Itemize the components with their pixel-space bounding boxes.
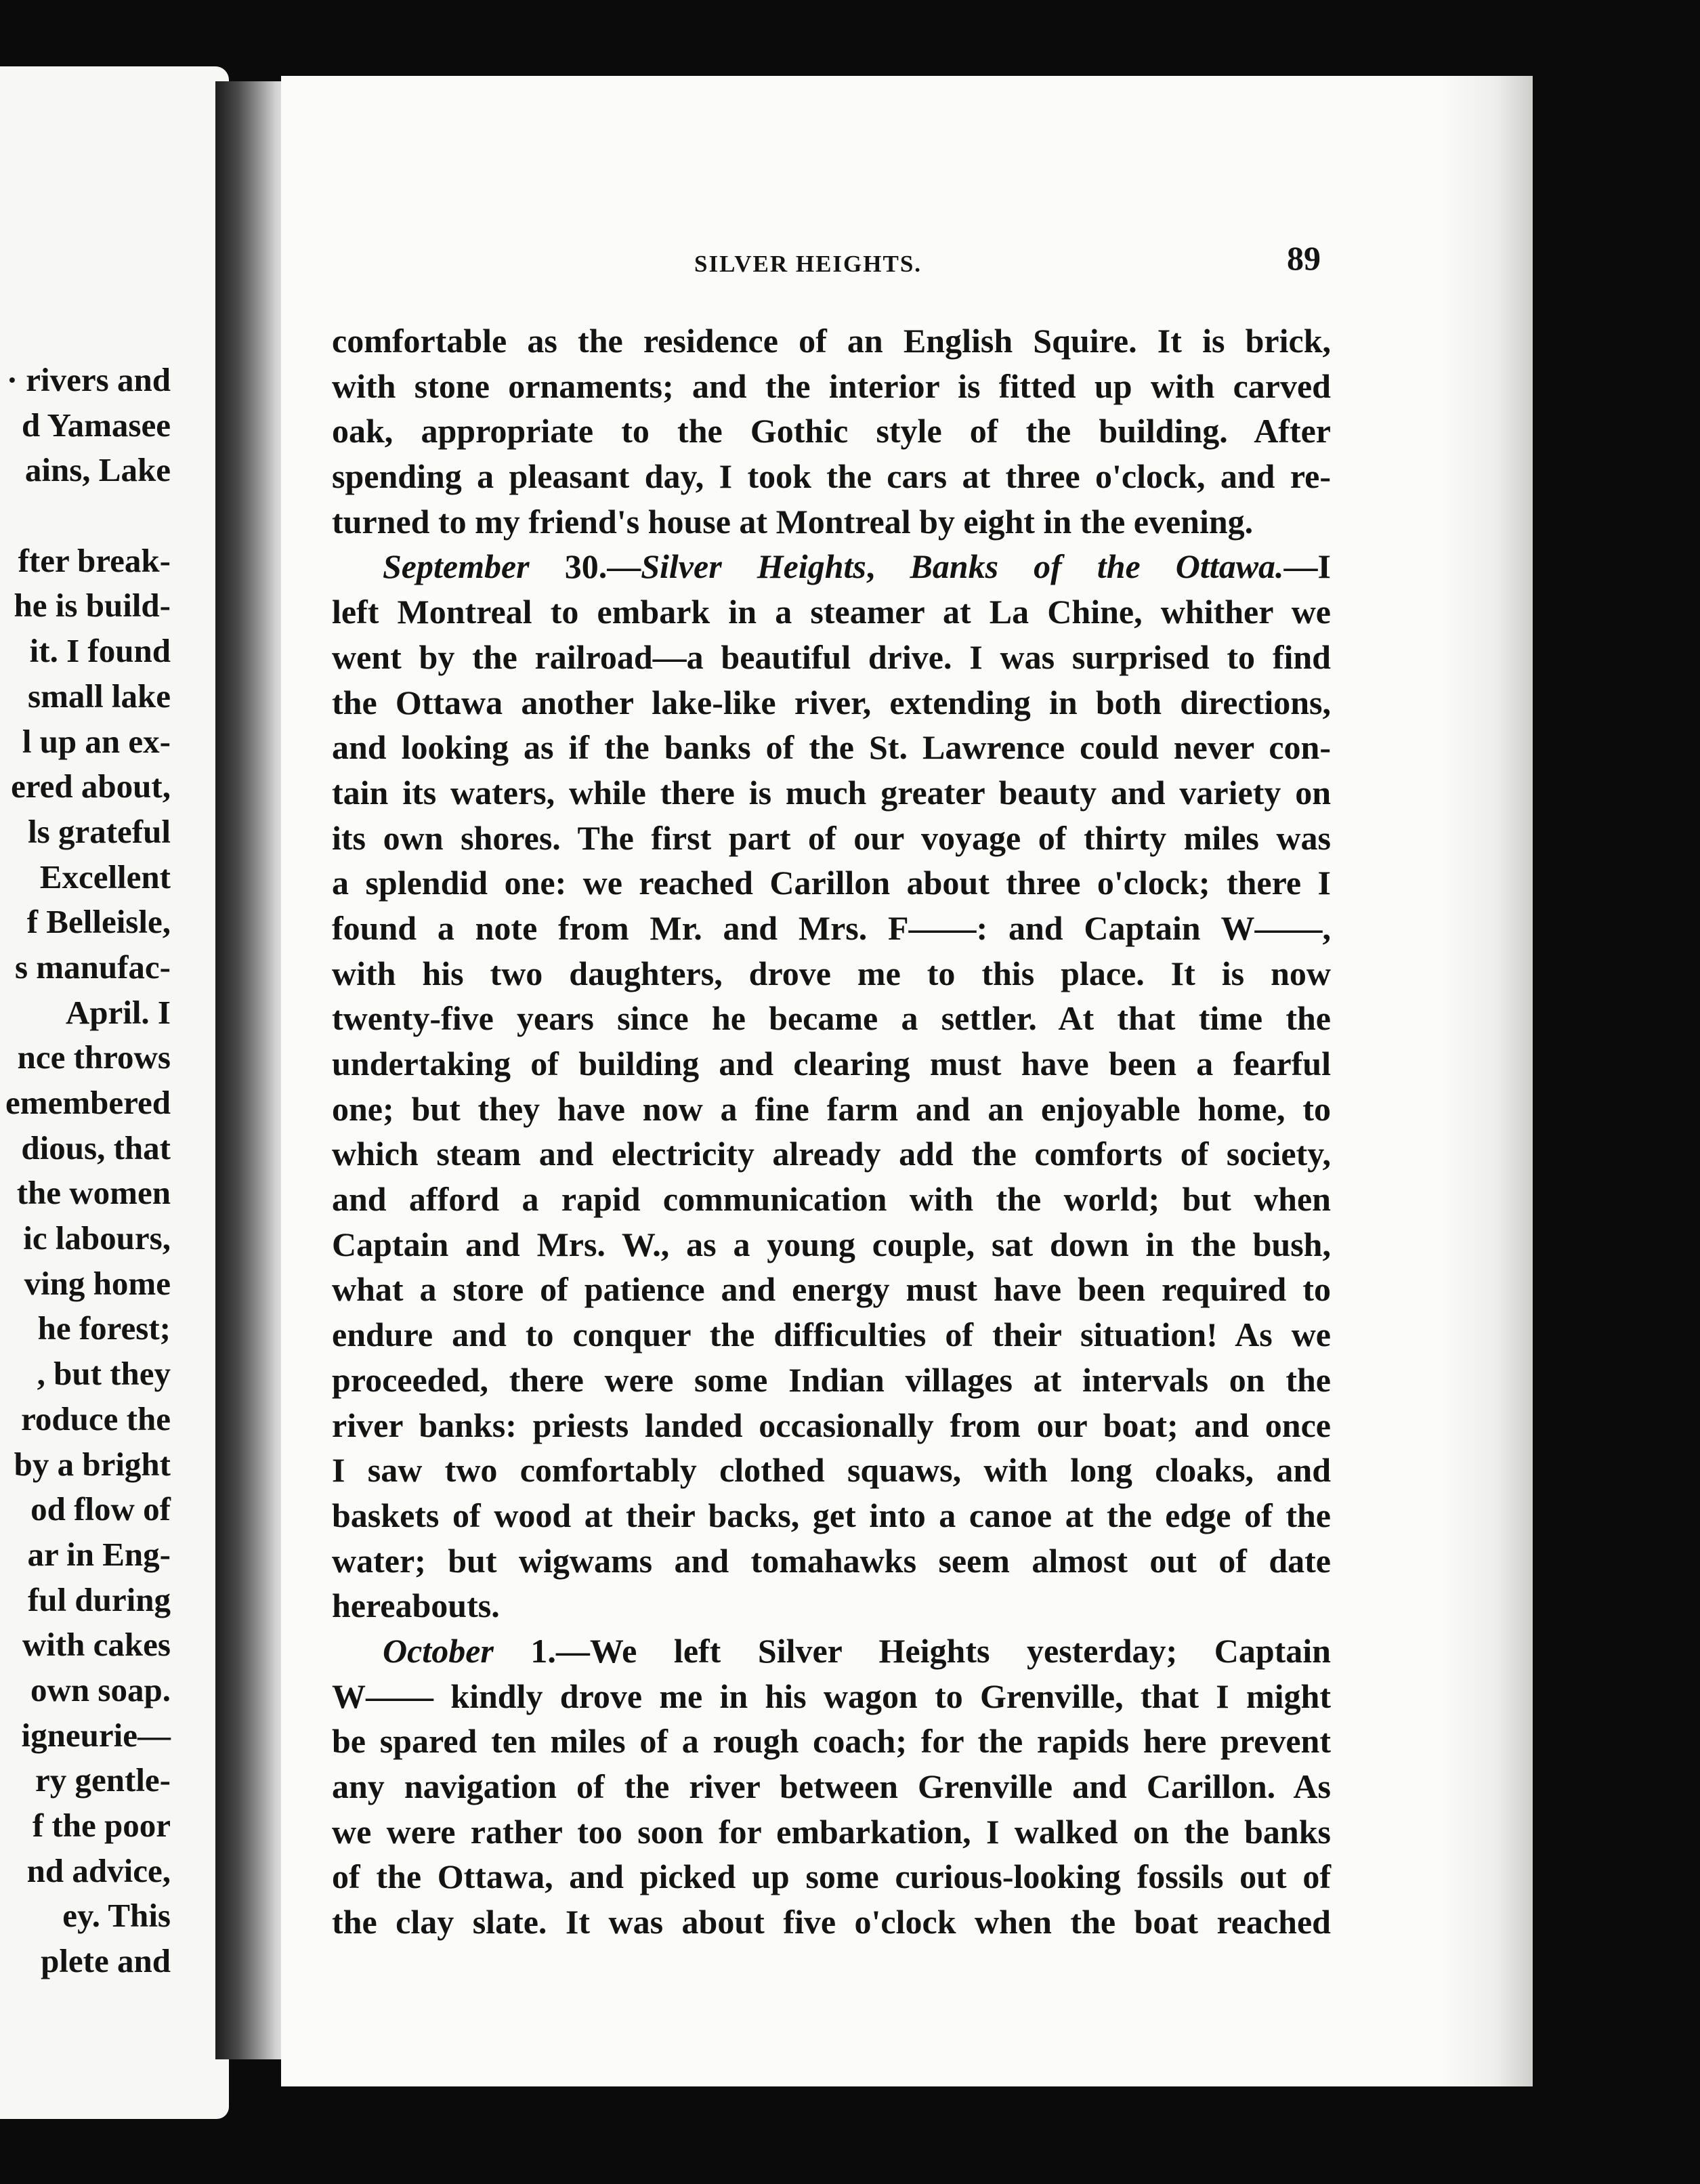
text-line: turned to my friend's house at Montreal by eight in the evening. (332, 502, 1254, 541)
text-line: twenty-five years since he became a settler. At that time the (332, 999, 1331, 1038)
page-edge-shadow (1438, 76, 1533, 2086)
text-line: left Montreal to embark in a steamer at La Chine, whither we (332, 593, 1331, 631)
facing-line: od flow of (30, 1490, 171, 1528)
entry-comma: , (866, 547, 910, 586)
facing-line: by a bright (14, 1445, 171, 1483)
text-line: Captain and Mrs. W., as a young couple, sat down in the bush, (332, 1225, 1331, 1263)
text-line-october-entry (332, 1629, 1331, 1674)
facing-line: igneurie— (21, 1716, 171, 1754)
text-line: undertaking of building and clearing must have been a fearful (332, 1045, 1331, 1083)
facing-line: ic labours, (23, 1219, 171, 1257)
facing-line: f Belleisle, (26, 903, 171, 941)
text-line: the clay slate. It was about five o'clock when the boat reached (332, 1903, 1331, 1941)
facing-line: ving home (24, 1264, 171, 1302)
entry-date-september: September (383, 547, 530, 586)
facing-line: own soap. (30, 1671, 171, 1708)
text-line: water; but wigwams and tomahawks seem almost out of date (332, 1541, 1331, 1580)
facing-line: it. I found (29, 632, 171, 670)
entry-place: Silver Heights (641, 547, 866, 586)
facing-line: April. I (65, 993, 171, 1031)
text-line: tain its waters, while there is much greater beauty and variety on (332, 773, 1331, 812)
facing-line: ful during (27, 1580, 171, 1618)
entry-day-30: 30.— (529, 547, 641, 586)
running-head: SILVER HEIGHTS. (694, 251, 922, 277)
text-line: comfortable as the residence of an English Squire. It is brick, (332, 322, 1331, 360)
text-line: be spared ten miles of a rough coach; for the rapids here prevent (332, 1722, 1331, 1761)
facing-line: d Yamasee (21, 406, 171, 444)
text-line: with stone ornaments; and the interior is fitted up with carved (332, 366, 1331, 405)
text-line: baskets of wood at their backs, get into a canoe at the edge of the (332, 1496, 1331, 1534)
facing-line: roduce the (21, 1400, 171, 1437)
text-line: W—— kindly drove me in his wagon to Grenville, that I might (332, 1677, 1331, 1715)
book-gutter (215, 81, 290, 2059)
text-line: oak, appropriate to the Gothic style of the building. After (332, 412, 1331, 450)
text-line: we were rather too soon for embarkation, I walked on the banks (332, 1812, 1331, 1851)
facing-line: dious, that (21, 1129, 171, 1167)
text-line: which steam and electricity already add the comforts of society, (332, 1135, 1331, 1173)
facing-line: Excellent (39, 858, 171, 896)
text-line: its own shores. The first part of our voyage of thirty miles was (332, 818, 1331, 857)
text-line: of the Ottawa, and picked up some curious-looking fossils out of (332, 1857, 1331, 1896)
text-line: went by the railroad—a beautiful drive. I was surprised to find (332, 637, 1331, 676)
facing-line: with cakes (22, 1626, 171, 1664)
facing-line: ar in Eng- (27, 1535, 171, 1573)
facing-line: emembered (5, 1084, 171, 1121)
text-line: spending a pleasant day, I took the cars at three o'clock, and re- (332, 457, 1331, 496)
text-line: proceeded, there were some Indian villages at intervals on the (332, 1360, 1331, 1399)
text-line: what a store of patience and energy must have been required to (332, 1270, 1331, 1309)
text-line: and looking as if the banks of the St. Lawrence could never con- (332, 728, 1331, 767)
facing-line: · rivers and (6, 361, 171, 398)
text-line: a splendid one: we reached Carillon about three o'clock; there I (332, 864, 1331, 902)
facing-line: ry gentle- (35, 1761, 171, 1799)
facing-line: ey. This (62, 1897, 171, 1935)
text-line: with his two daughters, drove me to this place. It is now (332, 954, 1331, 992)
facing-line: he forest; (37, 1309, 171, 1347)
facing-line: fter break- (18, 541, 171, 579)
text-line: one; but they have now a fine farm and an enjoyable home, to (332, 1089, 1331, 1128)
facing-line: small lake (28, 677, 171, 715)
facing-line: ered about, (11, 768, 171, 805)
body-text (332, 318, 1331, 1945)
text-line: I saw two comfortably clothed squaws, with long cloaks, and (332, 1451, 1331, 1490)
entry-tail: —I (1283, 547, 1332, 586)
facing-line: l up an ex- (22, 722, 171, 760)
facing-line: plete and (41, 1942, 171, 1980)
facing-line: he is build- (14, 587, 171, 625)
facing-line (0, 493, 171, 539)
facing-line: nd advice, (26, 1851, 171, 1889)
text-line: river banks: priests landed occasionally from our boat; and once (332, 1406, 1331, 1444)
text-line: hereabouts. (332, 1587, 500, 1625)
facing-page-text (0, 358, 171, 1984)
page-number: 89 (1287, 239, 1321, 277)
entry-tail: 1.—We left Silver Heights yesterday; Captain (493, 1631, 1331, 1670)
facing-line: the women (16, 1174, 171, 1212)
text-line: the Ottawa another lake-like river, extending in both directions, (332, 683, 1331, 721)
facing-line: nce throws (17, 1038, 171, 1076)
text-line: and afford a rapid communication with the world; but when (332, 1180, 1331, 1219)
facing-line: f the poor (32, 1807, 171, 1844)
text-line: any navigation of the river between Grenville and Carillon. As (332, 1767, 1331, 1805)
facing-line: , but they (37, 1355, 171, 1393)
entry-date-october: October (383, 1631, 494, 1670)
entry-place-banks: Banks of the Ottawa. (910, 547, 1284, 586)
text-line: endure and to conquer the difficulties of their situation! As we (332, 1316, 1331, 1354)
facing-line: s manufac- (14, 948, 171, 986)
facing-line: ains, Lake (24, 451, 171, 489)
facing-page-left (0, 66, 229, 2119)
text-line: found a note from Mr. and Mrs. F——: and Captain W——, (332, 908, 1331, 947)
facing-line: ls grateful (28, 812, 171, 850)
text-line-september-entry (332, 544, 1331, 589)
